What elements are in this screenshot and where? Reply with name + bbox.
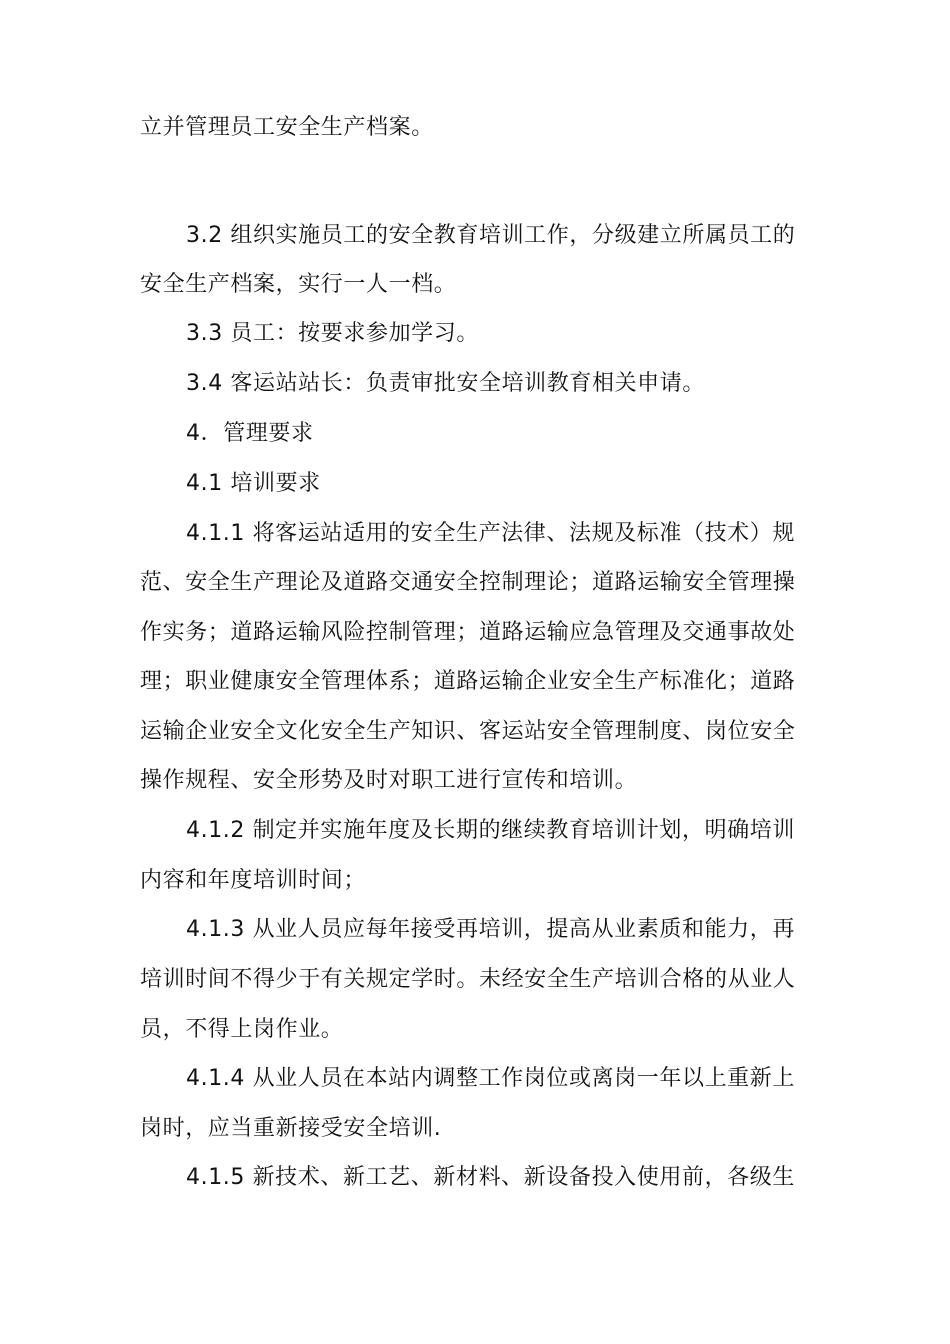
text-line-5: 3.4 客运站站长：负责审批安全培训教育相关申请。 [186, 371, 705, 396]
text-line-15: 内容和年度培训时间； [140, 868, 367, 893]
text-line-4: 3.3 员工：按要求参加学习。 [186, 321, 479, 346]
text-line-1: 立并管理员工安全生产档案。 [140, 115, 434, 140]
text-line-3: 安全生产档案，实行一人一档。 [140, 272, 457, 297]
text-line-8: 4.1.1 将客运站适用的安全生产法律、法规及标准（技术）规 [186, 521, 795, 546]
text-line-11: 理；职业健康安全管理体系；道路运输企业安全生产标准化；道路 [140, 669, 796, 694]
text-line-18: 员，不得上岗作业。 [140, 1017, 344, 1042]
text-line-12: 运输企业安全文化安全生产知识、客运站安全管理制度、岗位安全 [140, 719, 796, 744]
text-line-20: 岗时，应当重新接受安全培训. [140, 1116, 442, 1141]
text-line-14: 4.1.2 制定并实施年度及长期的继续教育培训计划，明确培训 [186, 818, 795, 843]
text-line-19: 4.1.4 从业人员在本站内调整工作岗位或离岗一年以上重新上 [186, 1066, 795, 1091]
text-line-10: 作实务；道路运输风险控制管理；道路运输应急管理及交通事故处 [140, 620, 796, 645]
text-line-6: 4．管理要求 [186, 421, 314, 446]
text-line-7: 4.1 培训要求 [186, 471, 321, 496]
text-line-9: 范、安全生产理论及道路交通安全控制理论；道路运输安全管理操 [140, 570, 796, 595]
text-line-17: 培训时间不得少于有关规定学时。未经安全生产培训合格的从业人 [140, 967, 796, 992]
text-line-13: 操作规程、安全形势及时对职工进行宣传和培训。 [140, 768, 638, 793]
text-line-21: 4.1.5 新技术、新工艺、新材料、新设备投入使用前，各级生 [186, 1165, 795, 1190]
text-line-2: 3.2 组织实施员工的安全教育培训工作，分级建立所属员工的 [186, 223, 796, 248]
text-line-16: 4.1.3 从业人员应每年接受再培训，提高从业素质和能力，再 [186, 917, 795, 942]
